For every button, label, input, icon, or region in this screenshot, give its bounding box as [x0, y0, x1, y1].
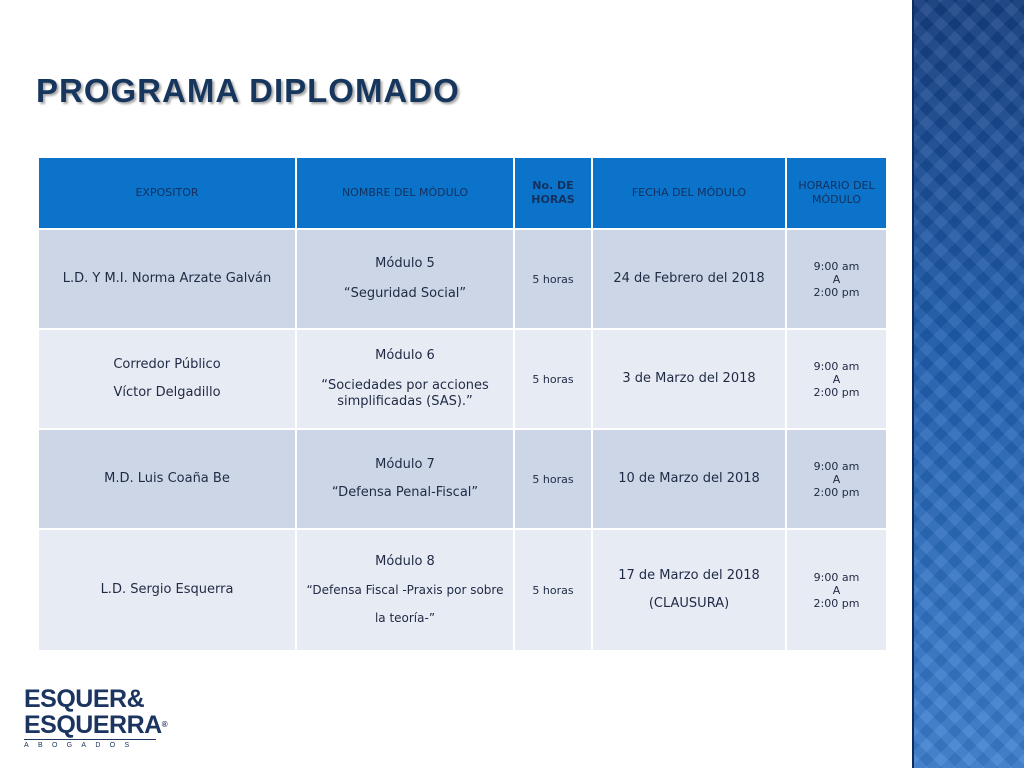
cell-horario	[786, 329, 887, 429]
table-row	[38, 229, 887, 329]
cell-modulo	[296, 529, 514, 651]
header-horas-line2: HORAS	[531, 193, 575, 206]
header-expositor: EXPOSITOR	[38, 157, 296, 229]
header-modulo: NOMBRE DEL MÓDULO	[296, 157, 514, 229]
cell-horas: 5 horas	[514, 229, 592, 329]
horario-sep: A	[832, 372, 841, 386]
cell-expositor	[38, 429, 296, 529]
cell-expositor	[38, 329, 296, 429]
horario-inicio: 9:00 am	[813, 459, 860, 473]
table-row	[38, 329, 887, 429]
module-name-line2: simplificadas (SAS).”	[337, 394, 473, 409]
expositor-name: L.D. Sergio Esquerra	[100, 582, 234, 597]
horario-inicio: 9:00 am	[813, 570, 860, 584]
horario-sep: A	[832, 472, 841, 486]
horario-fin: 2:00 pm	[813, 385, 860, 399]
horario-inicio: 9:00 am	[813, 359, 860, 373]
cell-expositor	[38, 229, 296, 329]
cell-fecha: 24 de Febrero del 2018	[592, 229, 786, 329]
company-logo	[24, 685, 168, 750]
fecha-value: 17 de Marzo del 2018	[618, 568, 760, 583]
table-header-row	[38, 157, 887, 229]
expositor-name: Víctor Delgadillo	[113, 385, 221, 400]
module-number: Módulo 7	[375, 457, 435, 472]
cell-expositor	[38, 529, 296, 651]
program-table	[37, 156, 888, 652]
horario-fin: 2:00 pm	[813, 596, 860, 610]
expositor-name: L.D. Y M.I. Norma Arzate Galván	[62, 271, 272, 286]
module-name-line2: la teoría-”	[374, 611, 436, 625]
cell-fecha: 3 de Marzo del 2018	[592, 329, 786, 429]
header-horas-line1: No. DE	[532, 179, 574, 192]
decorative-side-band	[912, 0, 1024, 768]
horario-fin: 2:00 pm	[813, 485, 860, 499]
horario-sep: A	[832, 272, 841, 286]
logo-rule	[24, 739, 156, 740]
cell-horas: 5 horas	[514, 529, 592, 651]
page-title: PROGRAMA DIPLOMADO	[36, 72, 460, 109]
module-name-line1: “Sociedades por acciones	[321, 378, 489, 393]
module-name-line1: “Defensa Fiscal -Praxis por sobre	[306, 583, 504, 597]
horario-inicio: 9:00 am	[813, 259, 860, 273]
cell-fecha	[592, 529, 786, 651]
cell-horario	[786, 229, 887, 329]
cell-fecha: 10 de Marzo del 2018	[592, 429, 786, 529]
horario-sep: A	[832, 583, 841, 597]
logo-line2-text: ESQUERRA	[24, 711, 162, 739]
header-horario	[786, 157, 887, 229]
logo-registered-mark: ®	[161, 720, 168, 729]
module-number: Módulo 6	[375, 348, 435, 363]
header-fecha: FECHA DEL MÓDULO	[592, 157, 786, 229]
table-row	[38, 529, 887, 651]
module-name: “Seguridad Social”	[343, 286, 467, 301]
cell-horas: 5 horas	[514, 429, 592, 529]
logo-line2	[24, 711, 168, 739]
cell-horario	[786, 529, 887, 651]
cell-horas: 5 horas	[514, 329, 592, 429]
cell-modulo	[296, 329, 514, 429]
cell-horario	[786, 429, 887, 529]
module-number: Módulo 8	[375, 554, 435, 569]
table-row	[38, 429, 887, 529]
module-number: Módulo 5	[375, 256, 435, 271]
expositor-name: M.D. Luis Coaña Be	[104, 471, 230, 486]
cell-modulo	[296, 429, 514, 529]
cell-modulo	[296, 229, 514, 329]
expositor-title: Corredor Público	[113, 357, 221, 372]
header-horario-line1: HORARIO DEL	[798, 179, 875, 192]
module-name: “Defensa Penal-Fiscal”	[331, 485, 479, 500]
fecha-note: (CLAUSURA)	[648, 596, 730, 611]
header-horas	[514, 157, 592, 229]
header-horario-line2: MÓDULO	[811, 193, 862, 206]
logo-line1: ESQUER&	[24, 685, 145, 713]
logo-tagline: ABOGADOS	[24, 742, 139, 749]
horario-fin: 2:00 pm	[813, 285, 860, 299]
